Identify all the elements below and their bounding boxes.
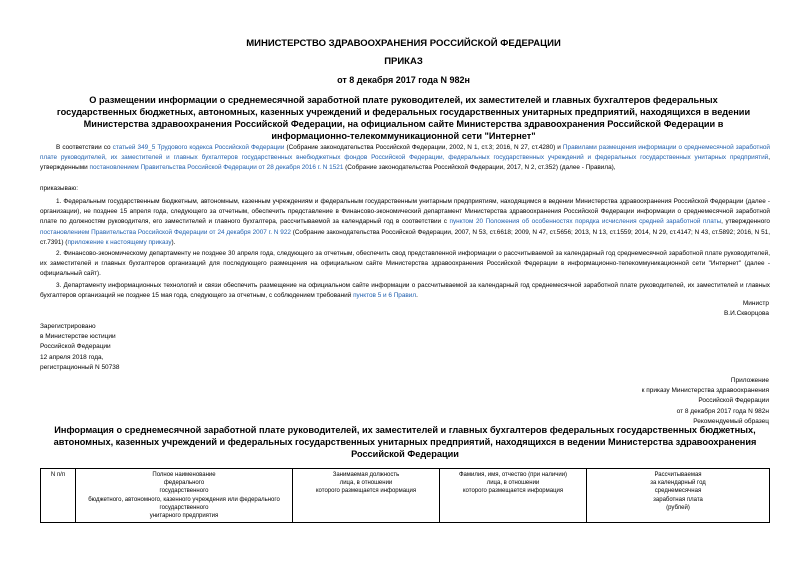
signature-block: [724, 299, 769, 319]
header-line: бюджетного, автономного, казенного учреждения или федерального: [88, 496, 280, 503]
appendix-block: [642, 376, 769, 427]
appendix-line: Российской Федерации: [698, 397, 769, 405]
header-line: среднемесячная: [654, 488, 702, 495]
link-resolution-1521[interactable]: постановлением Правительства Российской Федерации от 28 декабря 2016 г. N 1521: [89, 164, 344, 172]
paragraph-text: (Собрание законодательства Российской Федерации, 2007, N 53, ст.6618; 2009, N 47, ст.5656; 2013, N 13, ст.1559; 2014, N 29, ст.4147; N 43, ст.5892; 2016, N 51, ст.7391) (: [40, 228, 770, 246]
signature-name: В.И.Скворцова: [723, 310, 769, 317]
paragraph-text: ).: [171, 238, 176, 246]
header-line: государственного: [159, 488, 209, 495]
preamble-text: (Собрание законодательства Российской Федерации, 2002, N 1, ст.3; 2016, N 27, ст.4280) и: [284, 144, 563, 151]
table-header-row: [41, 469, 770, 523]
appendix-line: Приложение: [730, 377, 769, 384]
link-rules[interactable]: Правилами размещения информации о среднемесячной заработной плате руководителей, их заместителей и главных бухгалтеров государственных внебюджетных фондов Российской Федерации, федеральных государственных учреждений и федеральных государственных унитарных предприятий: [40, 144, 770, 162]
ministry-heading: МИНИСТЕРСТВО ЗДРАВООХРАНЕНИЯ РОССИЙСКОЙ ФЕДЕРАЦИИ: [246, 38, 561, 49]
paragraph-1: [40, 197, 770, 248]
link-resolution-922[interactable]: постановлением Правительства Российской Федерации от 24 декабря 2007 г. N 922: [40, 228, 291, 236]
header-line: лица, в отношении: [339, 480, 393, 487]
header-cell-salary: [587, 469, 770, 523]
document-date-number: от 8 декабря 2017 года N 982н: [337, 75, 470, 85]
appendix-line: от 8 декабря 2017 года N 982н: [676, 407, 769, 415]
header-line: унитарного предприятия: [149, 513, 219, 520]
link-labor-code[interactable]: статьей 349_5 Трудового кодекса Российской Федерации: [112, 144, 285, 151]
header-line: заработная плата: [653, 496, 703, 503]
header-line: N п/п: [50, 472, 66, 478]
header-line: государственного: [159, 504, 209, 511]
signature-position: Министр: [742, 300, 769, 307]
paragraph-2: 2. Финансово-экономическому департаменту не позднее 30 апреля года, следующего за отчетным, обеспечить свод представленной информации о рассчитываемой за календарный год среднемесячной заработной плате руководителей, их заместителей и главных бухгалтеров организаций для последующего размещения на официальном сайте Министерства здравоохранения Российской Федерации в информационно-телекоммуникационной сети "Интернет" (далее - официальный сайт).: [40, 250, 770, 278]
link-appendix[interactable]: приложение к настоящему приказу: [67, 238, 172, 246]
header-line: федерального: [163, 480, 205, 487]
order-word: приказываю:: [40, 185, 78, 192]
preamble-text: , утвержденными: [40, 154, 770, 172]
salary-table: [40, 468, 770, 523]
header-line: Фамилия, имя, отчество (при наличии): [458, 472, 568, 478]
paragraph-text: 3. Департаменту информационных технологий и связи обеспечить размещение на официальном сайте информации о рассчитываемой за календарный год среднемесячной заработной плате руководителей, их заместителей и главных бухгалтеров организаций не позднее 15 мая года, следующего за отчетным, с соблюдением требований: [40, 282, 770, 300]
document-title: О размещении информации о среднемесячной заработной плате руководителей, их заместителей и главных бухгалтеров федеральных государственных бюджетных, автономных, казенных учреждений и федеральных государственных унитарных предприятий, находящихся в ведении Министерства здравоохранения Российской Федерации, на официальном сайте Министерства здравоохранения Российской Федерации в информационно-телекоммуникационной сети "Интернет": [56, 95, 751, 141]
header-line: Занимаемая должность: [332, 472, 400, 478]
appendix-line: к приказу Министерства здравоохранения: [641, 387, 769, 395]
registration-line: Российской Федерации: [40, 343, 111, 351]
registration-line: регистрационный N 50738: [40, 363, 120, 371]
registration-line: Зарегистрировано: [40, 323, 96, 330]
header-line: (рублей): [666, 504, 690, 511]
header-line: которого размещается информация: [462, 488, 564, 495]
registration-line: в Министерстве юстиции: [40, 333, 116, 341]
link-points-5-6[interactable]: пунктов 5 и 6 Правил: [353, 292, 417, 300]
header-cell-number: [41, 469, 76, 523]
header-cell-position: [293, 469, 440, 523]
paragraph-text: 1. Федеральным государственным бюджетным, автономным, казенным учреждениям и федеральным государственным унитарным предприятиям, находящимся в ведении Министерства здравоохранения Российской Федерации (далее - организации), не позднее 15 апреля года, следующего за отчетным, обеспечить представление в Финансово-экономический департамент Министерства здравоохранения Российской Федерации информации о среднемесячной заработной плате по должностям руководителя, его заместителей и главного бухгалтера, рассчитываемой за календарный год в соответствии с: [40, 198, 770, 226]
header-line: Рассчитываемая: [654, 472, 702, 478]
header-line: за календарный год: [650, 480, 706, 487]
header-line: лица, в отношении: [486, 480, 540, 487]
preamble-paragraph: [40, 143, 770, 174]
paragraph-text: .: [416, 292, 418, 300]
document-type: ПРИКАЗ: [384, 56, 423, 67]
header-line: которого размещается информация: [315, 488, 417, 495]
registration-block: [40, 322, 120, 373]
link-point-20[interactable]: пунктом 20 Положения об особенностях порядка исчисления средней заработной платы: [449, 218, 722, 226]
header-cell-organization: [76, 469, 293, 523]
appendix-line: Рекомендуемый образец: [693, 417, 769, 425]
header-cell-full-name: [440, 469, 587, 523]
appendix-title: Информация о среднемесячной заработной плате руководителей, их заместителей и главных бухгалтеров федеральных государственных бюджетных, автономных, казенных учреждений и федеральных государственных унитарных предприятий, находящихся в ведении Министерства здравоохранения Российской Федерации: [53, 425, 757, 459]
header-line: Полное наименование: [152, 472, 216, 478]
registration-line: 12 апреля 2018 года,: [40, 353, 104, 361]
paragraph-text: , утвержденного: [721, 218, 770, 226]
preamble-text: (Собрание законодательства Российской Федерации, 2017, N 2, ст.352) (далее - Правила),: [343, 164, 616, 172]
preamble-text: В соответствии со: [56, 144, 113, 151]
paragraph-3: [40, 281, 770, 301]
